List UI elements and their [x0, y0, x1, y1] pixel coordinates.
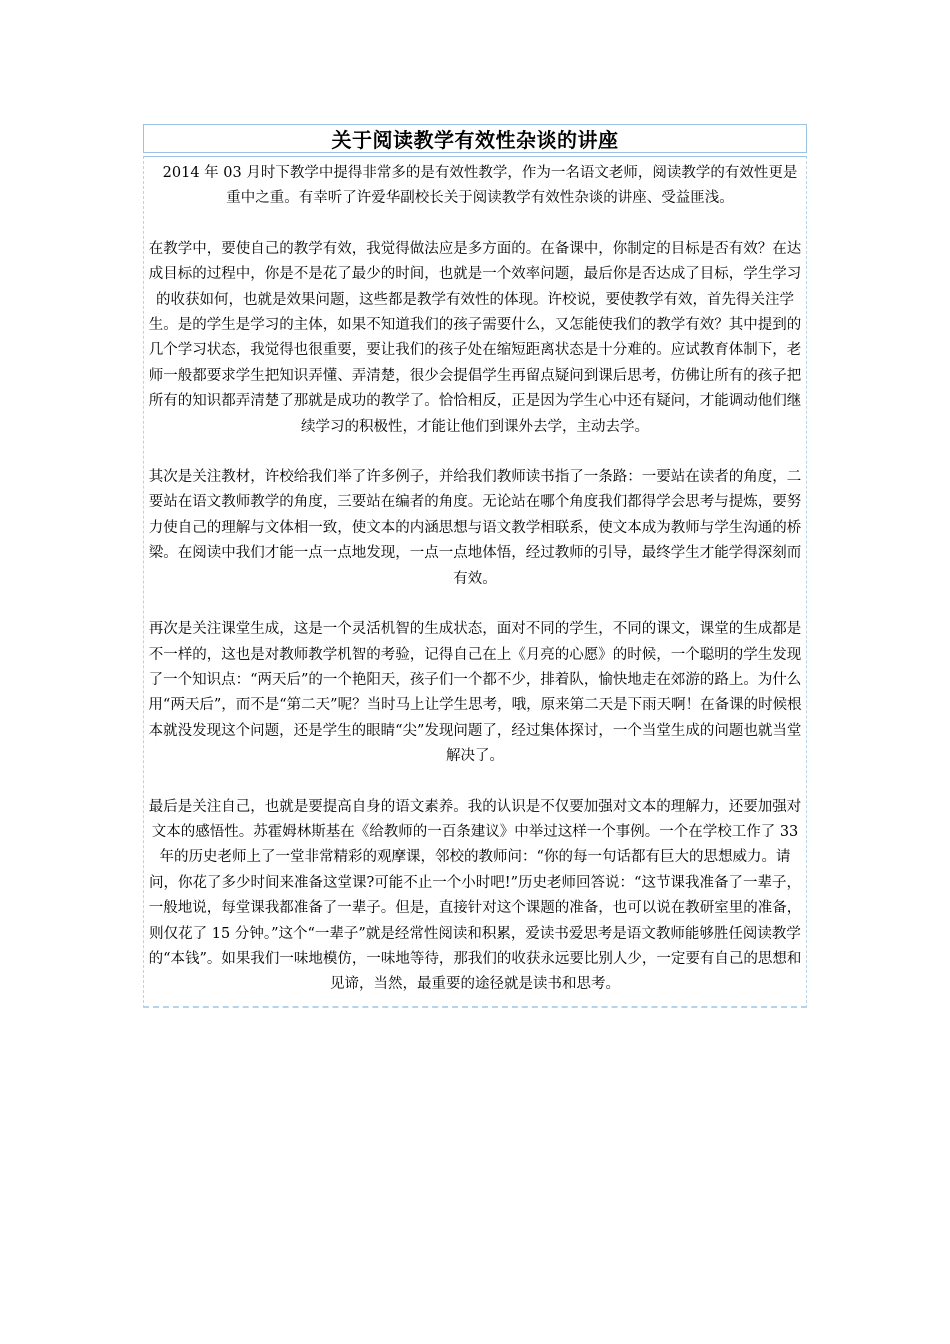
paragraph-classroom-generation: 再次是关注课堂生成，这是一个灵活机智的生成状态，面对不同的学生，不同的课文，课堂的生成都是不一样的，这也是对教师教学机智的考验，记得自己在上《月亮的心愿》的时候，一个聪明的学生发现了一个知识点：“两天后”的一个艳阳天，孩子们一个都不少，排着队，愉快地走在郊游的路上。为什么用“两天后”，而不是“第二天”呢？当时马上让学生思考，哦，原来第二天是下雨天啊！在备课的时候根本就没发现这个问题，还是学生的眼睛“尖”发现问题了，经过集体探讨，一个当堂生成的问题也就当堂解决了。 [148, 621, 802, 765]
document-body [143, 156, 807, 1008]
document [143, 124, 807, 1008]
paragraph-teaching-effectiveness: 在教学中，要使自己的教学有效，我觉得做法应是多方面的。在备课中，你制定的目标是否有效？在达成目标的过程中，你是不是花了最少的时间，也就是一个效率问题，最后你是否达成了目标，学生学习的收获如何，也就是效果问题，这些都是教学有效性的体现。许校说，要使教学有效，首先得关注学生。是的学生是学习的主体，如果不知道我们的孩子需要什么，又怎能使我们的教学有效？其中提到的几个学习状态，我觉得也很重要，要让我们的孩子处在缩短距离状态是十分难的。应试教育体制下，老师一般都要求学生把知识弄懂、弄清楚，很少会提倡学生再留点疑问到课后思考，仿佛让所有的孩子把所有的知识都弄清楚了那就是成功的教学了。恰恰相反，正是因为学生心中还有疑问，才能调动他们继续学习的积极性，才能让他们到课外去学，主动去学。 [148, 240, 802, 435]
paragraph-intro: 2014 年 03 月时下教学中提得非常多的是有效性教学，作为一名语文老师，阅读教学的有效性更是重中之重。有幸听了许爱华副校长关于阅读教学有效性杂谈的讲座、受益匪浅。 [162, 165, 798, 207]
paragraph-focus-on-textbook: 其次是关注教材，许校给我们举了许多例子，并给我们教师读书指了一条路：一要站在读者的角度，二要站在语文教师教学的角度，三要站在编者的角度。无论站在哪个角度我们都得学会思考与提炼，要努力使自己的理解与文体相一致，使文本的内涵思想与语文教学相联系，使文本成为教师与学生沟通的桥梁。在阅读中我们才能一点一点地发现，一点一点地体悟，经过教师的引导，最终学生才能学得深刻而有效。 [148, 469, 802, 587]
document-title: 关于阅读教学有效性杂谈的讲座 [143, 124, 807, 153]
paragraph-focus-on-self: 最后是关注自己，也就是要提高自身的语文素养。我的认识是不仅要加强对文本的理解力，还要加强对文本的感悟性。苏霍姆林斯基在《给教师的一百条建议》中举过这样一个事例。一个在学校工作了 33 年的历史老师上了一堂非常精彩的观摩课，邻校的教师问：“你的每一句话都有巨大的思想威力。请问，你花了多少时间来准备这堂课?可能不止一个小时吧!”历史老师回答说：“这节课我准备了一辈子，一般地说，每堂课我都准备了一辈子。但是，直接针对这个课题的准备，也可以说在教研室里的准备，则仅花了 15 分钟。”这个“一辈子”就是经常性阅读和积累，爱读书爱思考是语文教师能够胜任阅读教学的“本钱”。如果我们一味地模仿，一味地等待，那我们的收获永远要比别人少，一定要有自己的思想和见谛，当然，最重要的途径就是读书和思考。 [148, 798, 802, 993]
